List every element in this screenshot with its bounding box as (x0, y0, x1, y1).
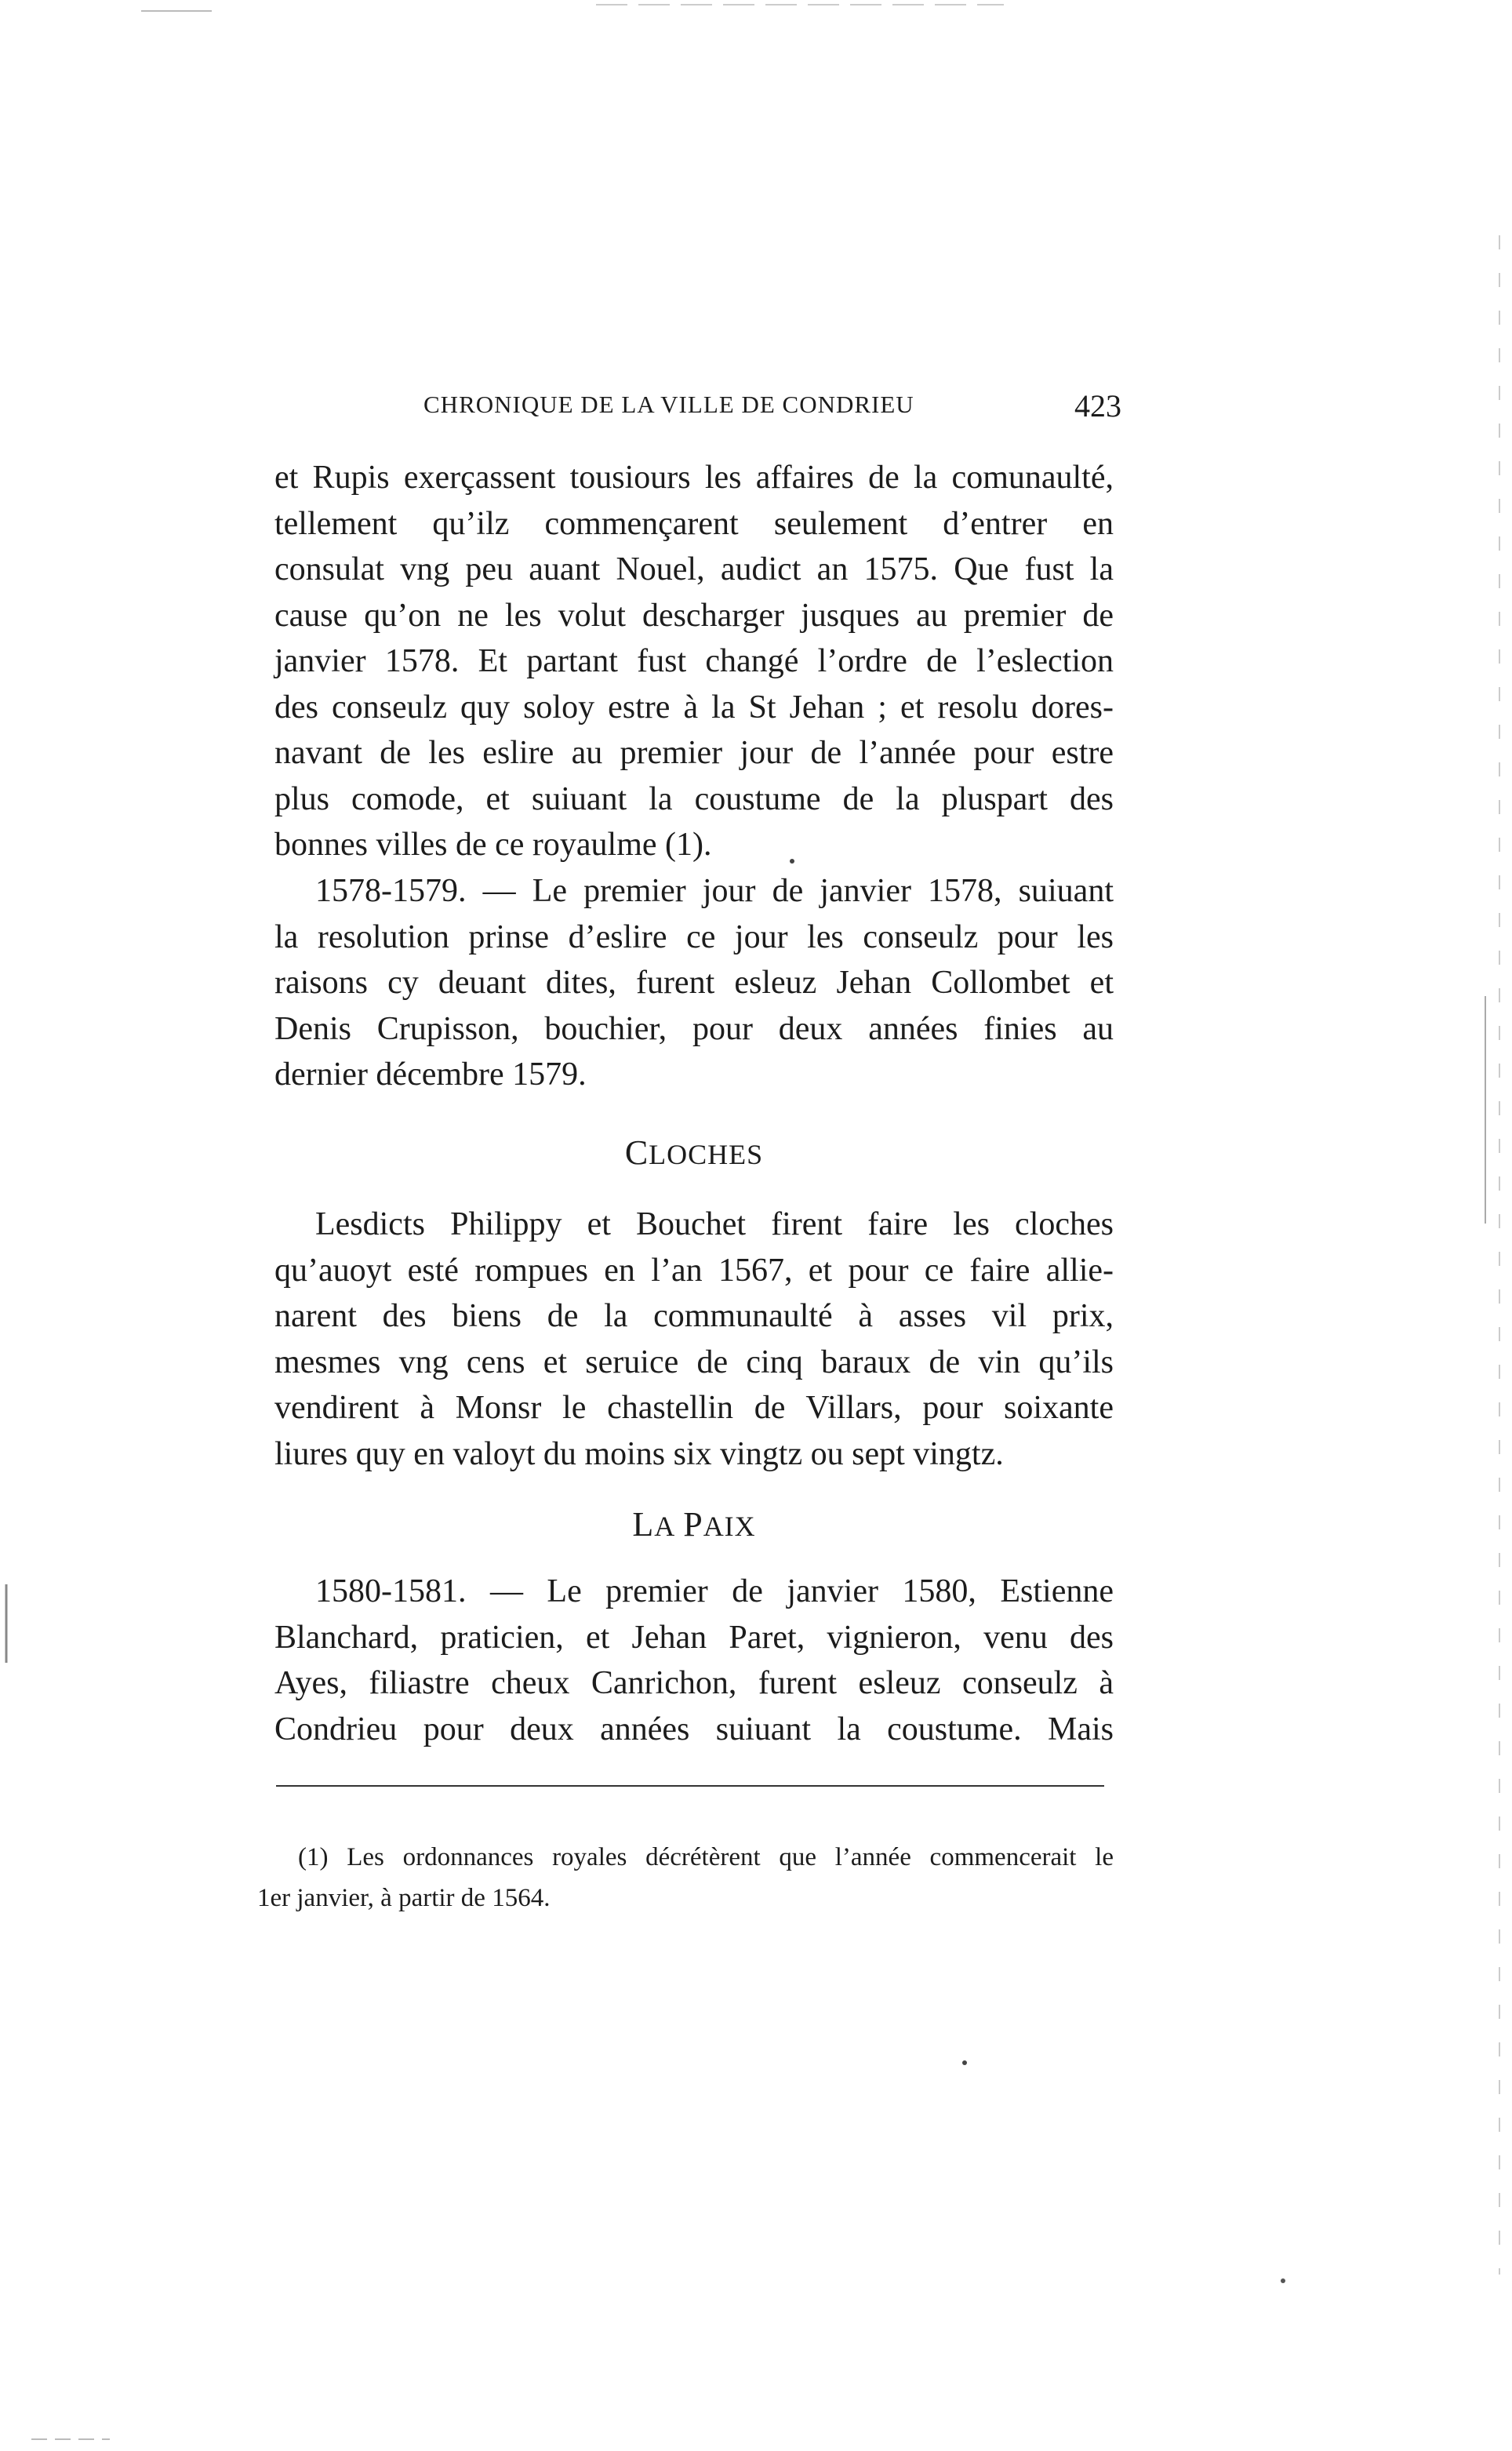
footnote-rule (276, 1785, 1104, 1787)
footnote (257, 1837, 1114, 1918)
heading-rest: AIX (703, 1511, 756, 1542)
text-line: liures quy en valoyt du moins six vingtz ou sept vingtz. (274, 1435, 1004, 1472)
footnote-line: (1) Les ordonnances royales décrétèrent que l’année commencerait le (298, 1843, 1114, 1871)
text-line: narent des biens de la communaulté à asses vil prix, (274, 1298, 1114, 1334)
text-line: Ayes, filiastre cheux Canrichon, furent esleuz conseulz à (274, 1665, 1114, 1701)
text-line: raisons cy deuant dites, furent esleuz Jehan Collombet et (274, 965, 1114, 1001)
text-line: cause qu’on ne les volut descharger jusques au premier de (274, 597, 1114, 634)
heading-initial: P (683, 1505, 703, 1544)
text-line: plus comode, et suiuant la coustume de la pluspart des (274, 780, 1114, 817)
heading-rest: A (654, 1511, 676, 1542)
text-line: 1578-1579. — Le premier jour de janvier 1578, suiuant (315, 873, 1114, 909)
ink-speck (962, 2060, 967, 2065)
text-line: la resolution prinse d’eslire ce jour les conseulz pour les (274, 918, 1114, 955)
text-line: mesmes vng cens et seruice de cinq baraux de vin qu’ils (274, 1344, 1114, 1380)
paragraph-continuation (274, 455, 1114, 868)
paragraph-1578-1579 (274, 868, 1114, 1098)
text-line: Lesdicts Philippy et Bouchet firent faire les cloches (315, 1206, 1114, 1242)
heading-initial: L (632, 1505, 655, 1544)
footnote-line: 1er janvier, à partir de 1564. (257, 1884, 551, 1912)
text-line: 1580-1581. — Le premier de janvier 1580, Estienne (315, 1573, 1114, 1609)
section-heading-la-paix (274, 1504, 1114, 1544)
text-line: tellement qu’ilz commençarent seulement d’entrer en (274, 505, 1114, 542)
page-number: 423 (1074, 388, 1121, 424)
heading-initial: C (624, 1133, 649, 1172)
text-line: bonnes villes de ce royaulme (1). (274, 827, 712, 863)
running-head (423, 388, 1121, 430)
text-line: vendirent à Monsr le chastellin de Villars, pour soixante (274, 1390, 1114, 1426)
paragraph-1580-1581 (274, 1569, 1114, 1752)
text-line: Condrieu pour deux années suiuant la coustume. Mais (274, 1711, 1114, 1747)
paragraph-cloches (274, 1202, 1114, 1477)
text-line: Blanchard, praticien, et Jehan Paret, vignieron, venu des (274, 1619, 1114, 1656)
text-line: et Rupis exerçassent tousiours les affaires de la comunaulté, (274, 460, 1114, 496)
section-heading-cloches (274, 1133, 1114, 1173)
ink-speck (1281, 2278, 1285, 2283)
text-line: des conseulz quy soloy estre à la St Jehan ; et resolu dores- (274, 689, 1114, 725)
text-line: janvier 1578. Et partant fust changé l’ordre de l’eslection (274, 643, 1114, 679)
text-line: qu’auoyt esté rompues en l’an 1567, et pour ce faire allie- (274, 1252, 1114, 1289)
heading-rest: LOCHES (649, 1139, 764, 1170)
running-head-title: CHRONIQUE DE LA VILLE DE CONDRIEU (423, 391, 914, 418)
text-line: navant de les eslire au premier jour de l’année pour estre (274, 735, 1114, 771)
text-line: dernier décembre 1579. (274, 1056, 587, 1093)
text-line: Denis Crupisson, bouchier, pour deux années finies au (274, 1010, 1114, 1047)
text-line: consulat vng peu auant Nouel, audict an 1575. Que fust la (274, 551, 1114, 587)
